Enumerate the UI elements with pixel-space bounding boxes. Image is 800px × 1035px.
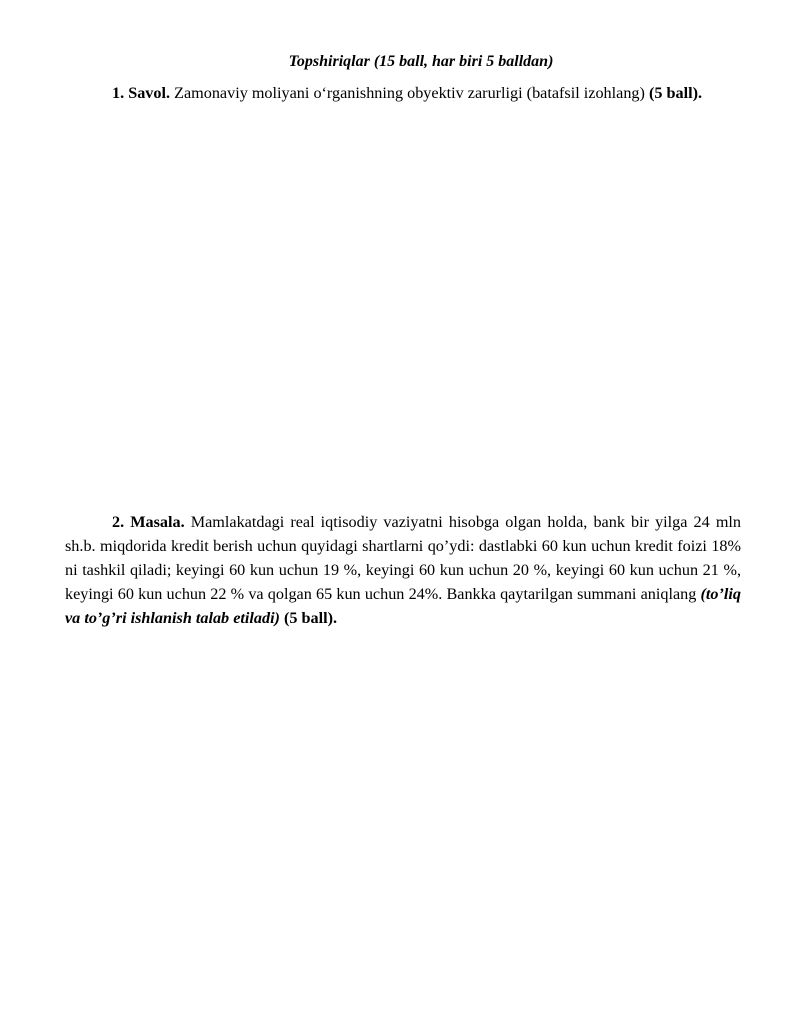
question-2-label: 2. Masala. [112,513,185,531]
question-1 [65,81,741,105]
question-2-points: (5 ball). [279,609,338,627]
question-1-label: 1. Savol. [112,84,171,102]
page-title: Topshiriqlar (15 ball, har biri 5 balldan) [288,53,554,70]
question-2-paragraph [65,510,741,630]
question-2 [65,510,741,630]
question-1-text: Zamonaviy moliyani oʻrganishning obyektiv zarurligi (batafsil izohlang) [170,84,649,102]
question-2-text: Mamlakatdagi real iqtisodiy vaziyatni hisobga olgan holda, bank bir yilga 24 mln sh.b. miqdorida kredit berish uchun quyidagi shartlarni qo’ydi: dastlabki 60 kun uchun kredit foizi 18% ni tashkil qiladi; keyingi 60 kun uchun 19 %, keyingi 60 kun uchun 20 %, keyingi 60 kun uchun 21 %, keyingi 60 kun uchun 22 % va qolgan 65 kun uchun 24%. Bankka qaytarilgan summani aniqlang [65,513,741,603]
question-1-points: (5 ball). [648,84,703,102]
question-2-requirement: (to’liq va to’g’ri ishlanish talab etiladi) [65,585,741,627]
question-1-paragraph [65,81,741,105]
